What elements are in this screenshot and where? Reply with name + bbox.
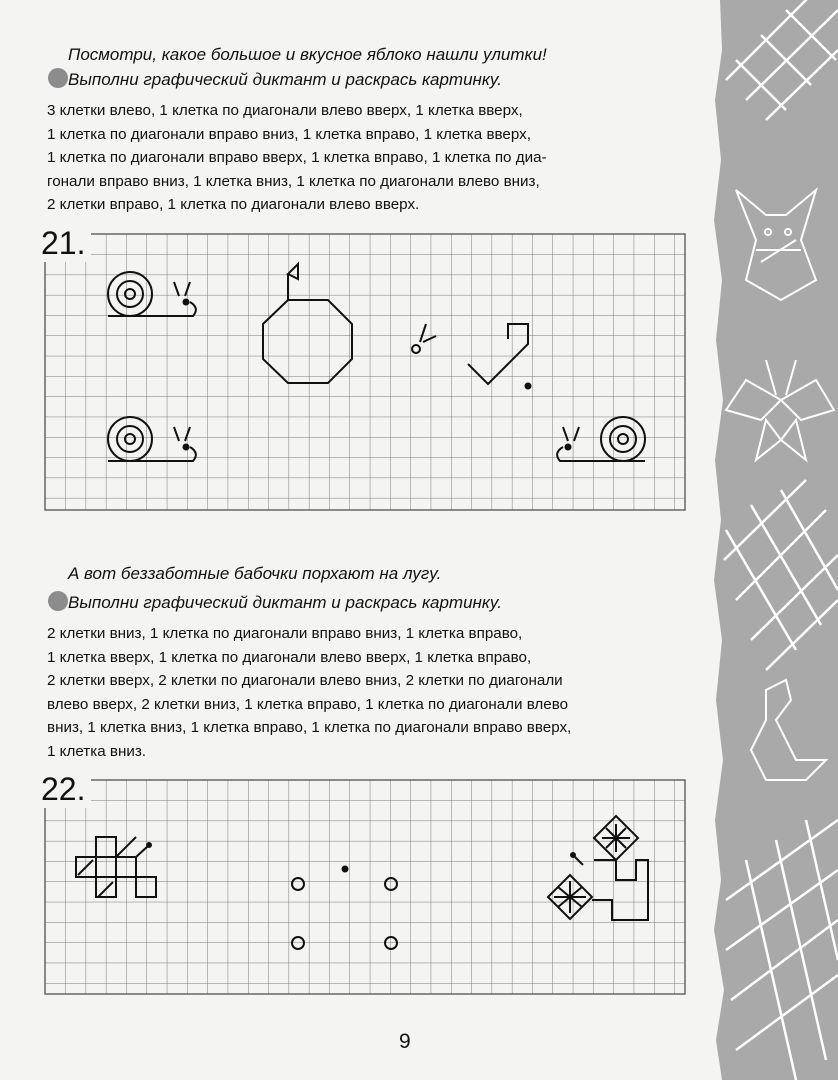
dictation-line: 1 клетка вниз. — [47, 742, 147, 760]
dictation-line: 2 клетки вверх, 2 клетки по диагонали влево вниз, 2 клетки по диагонали — [47, 672, 563, 690]
section-21-dictation — [47, 99, 687, 217]
section-21-instruction: Выполни графический диктант и раскрась картинку. — [68, 70, 503, 89]
section-21-heading: Посмотри, какое большое и вкусное яблоко нашли улитки! — [68, 45, 547, 64]
exercise-21-number: 21. — [38, 224, 91, 262]
dictation-line: 3 клетки влево, 1 клетка по диагонали влево вверх, 1 клетка вверх, — [47, 102, 523, 119]
dictation-line: вниз, 1 клетка вниз, 1 клетка вправо, 1 клетка по диагонали вправо вверх, — [47, 719, 572, 737]
dictation-line: гонали вправо вниз, 1 клетка вниз, 1 клетка по диагонали влево вниз, — [47, 172, 540, 190]
grid-22 — [38, 770, 690, 1007]
dictation-line: 1 клетка вверх, 1 клетка по диагонали влево вверх, 1 клетка вправо, — [47, 648, 532, 666]
section-22-heading: А вот беззаботные бабочки порхают на лугу. — [68, 564, 442, 583]
dictation-line: 2 клетки вниз, 1 клетка по диагонали вправо вниз, 1 клетка вправо, — [47, 625, 523, 642]
dictation-line: 1 клетка по диагонали вправо вниз, 1 клетка вправо, 1 клетка вверх, — [47, 125, 531, 143]
exercise-22-number: 22. — [38, 770, 91, 808]
grid-22-canvas — [38, 770, 690, 1002]
section-22-instruction: Выполни графический диктант и раскрась картинку. — [68, 593, 503, 612]
dictation-line: влево вверх, 2 клетки вниз, 1 клетка вправо, 1 клетка по диагонали влево — [47, 695, 569, 713]
dictation-line: 1 клетка по диагонали вправо вверх, 1 клетка вправо, 1 клетка по диа- — [47, 149, 547, 167]
bullet-icon — [48, 68, 68, 88]
page-number: 9 — [399, 1030, 411, 1053]
grid-21 — [38, 224, 690, 523]
grid-21-canvas — [38, 224, 690, 518]
section-22-dictation — [47, 622, 687, 764]
bullet-icon — [48, 591, 68, 611]
dictation-line: 2 клетки вправо, 1 клетка по диагонали влево вверх. — [47, 196, 420, 214]
side-decoration — [706, 0, 838, 1080]
